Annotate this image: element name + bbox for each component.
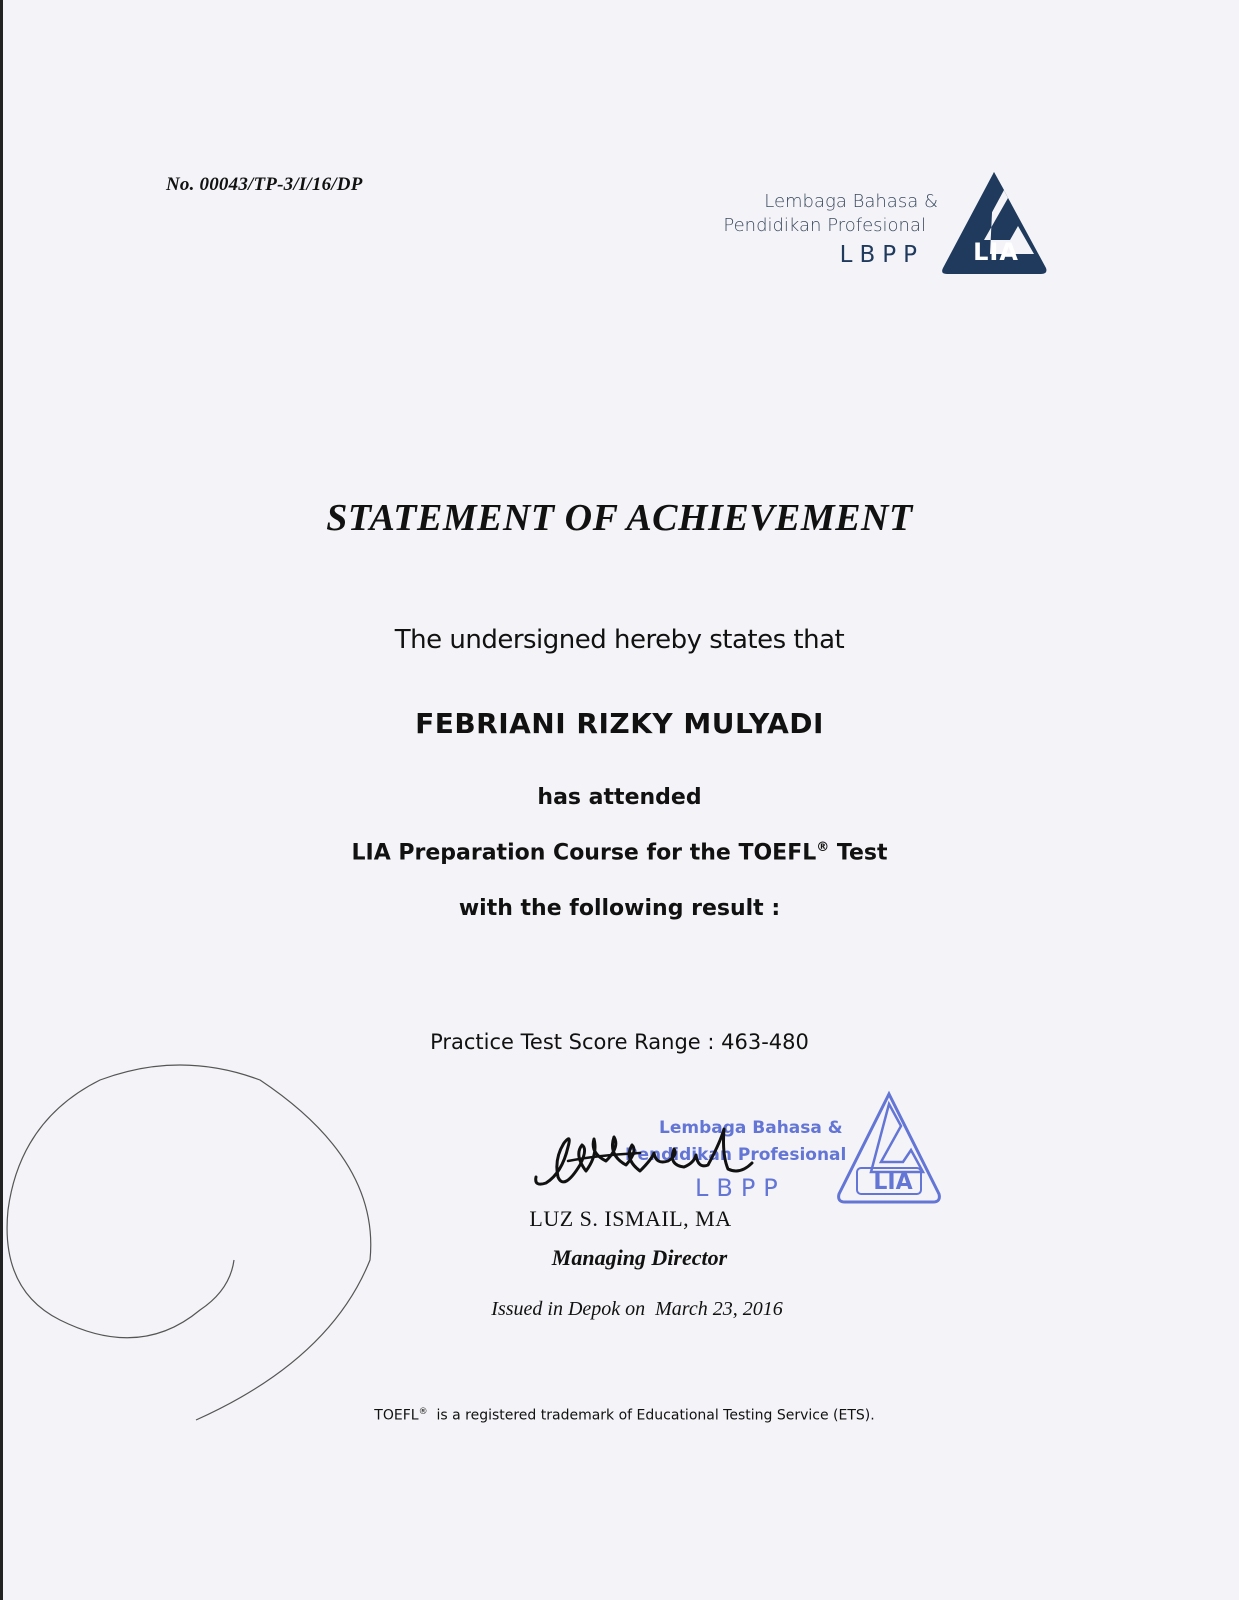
course-registered-mark: ®: [816, 840, 830, 855]
pen-scribble: [0, 1060, 400, 1460]
recipient-name: FEBRIANI RIZKY MULYADI: [415, 707, 824, 740]
stamp-line2: Pendidikan Profesional: [625, 1145, 847, 1165]
logo-line1: Lembaga Bahasa &: [764, 191, 938, 212]
footer-registered-mark: ®: [418, 1407, 428, 1417]
lia-triangle-icon: [938, 168, 1050, 280]
stamp-lia: LIA: [873, 1170, 913, 1195]
footer-prefix: TOEFL: [374, 1407, 419, 1424]
course-suffix: Test: [829, 840, 888, 866]
result-text: with the following result :: [458, 896, 781, 921]
logo-lia: LIA: [973, 238, 1019, 266]
document-number: No. 00043/TP-3/I/16/DP: [166, 174, 363, 195]
signer-name: LUZ S. ISMAIL, MA: [529, 1206, 732, 1231]
course-text: [0, 840, 1239, 865]
attended-text: has attended: [537, 785, 702, 810]
course-prefix: LIA Preparation Course for the TOEFL: [351, 840, 817, 866]
stamp-lbpp: LBPP: [695, 1174, 786, 1202]
logo-line2: Pendidikan Profesional: [723, 215, 926, 236]
lbpp-lia-logo: [700, 168, 1050, 288]
issue-date: Issued in Depok on March 23, 2016: [491, 1298, 783, 1320]
footer-suffix: is a registered trademark of Educational Testing Service (ETS).: [427, 1407, 875, 1424]
score-range: Practice Test Score Range : 463-480: [430, 1030, 809, 1054]
logo-text: [723, 190, 938, 272]
logo-lbpp: LBPP: [839, 242, 924, 268]
signer-title: Managing Director: [551, 1245, 728, 1270]
certificate-title: STATEMENT OF ACHIEVEMENT: [326, 497, 913, 539]
stamp-line1: Lembaga Bahasa &: [659, 1118, 843, 1138]
intro-text: The undersigned hereby states that: [394, 625, 845, 655]
stamp-triangle-icon: [833, 1090, 945, 1208]
handwritten-signature: [528, 1125, 778, 1205]
